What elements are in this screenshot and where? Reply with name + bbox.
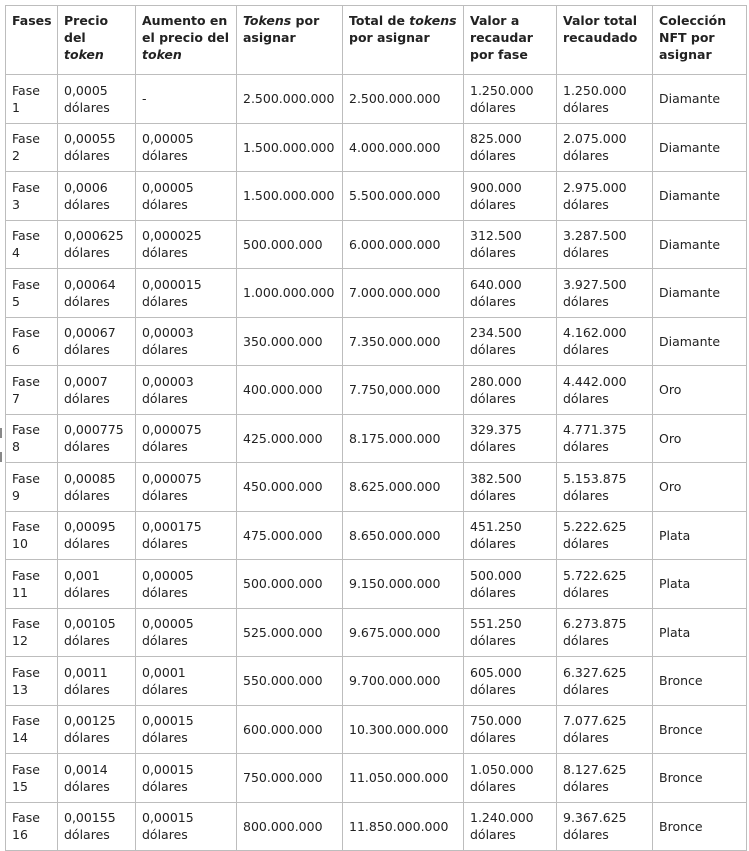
cell-nft-collection: Plata [653, 560, 747, 609]
cell-phase: Fase 5 [6, 269, 58, 318]
token-phases-table [5, 5, 747, 851]
cell-total-value: 4.442.000 dólares [557, 366, 653, 415]
cell-nft-collection: Diamante [653, 172, 747, 221]
cell-tokens: 1.500.000.000 [237, 123, 343, 172]
header-row [6, 6, 747, 75]
cell-nft-collection: Bronce [653, 705, 747, 754]
cell-total-tokens: 8.650.000.000 [343, 511, 464, 560]
cell-price: 0,00125 dólares [58, 705, 136, 754]
table-row [6, 172, 747, 221]
cell-phase-value: 500.000 dólares [464, 560, 557, 609]
cell-nft-collection: Bronce [653, 657, 747, 706]
cell-total-tokens: 9.700.000.000 [343, 657, 464, 706]
cell-nft-collection: Oro [653, 463, 747, 512]
cell-tokens: 525.000.000 [237, 608, 343, 657]
cell-phase: Fase 9 [6, 463, 58, 512]
cell-total-tokens: 11.050.000.000 [343, 754, 464, 803]
cell-total-value: 9.367.625 dólares [557, 802, 653, 851]
header-price-increase [136, 6, 237, 75]
header-text: por asignar [349, 13, 461, 45]
table-row [6, 560, 747, 609]
cell-price-increase: 0,0001 dólares [136, 657, 237, 706]
cell-nft-collection: Plata [653, 608, 747, 657]
cell-phase: Fase 13 [6, 657, 58, 706]
header-text: Fases [12, 13, 52, 28]
cell-total-value: 2.075.000 dólares [557, 123, 653, 172]
cell-price: 0,00064 dólares [58, 269, 136, 318]
cell-total-tokens: 7.750,000.000 [343, 366, 464, 415]
cell-total-value: 1.250.000 dólares [557, 75, 653, 124]
cell-total-value: 6.327.625 dólares [557, 657, 653, 706]
cell-phase: Fase 8 [6, 414, 58, 463]
cell-phase: Fase 14 [6, 705, 58, 754]
cell-tokens: 800.000.000 [237, 802, 343, 851]
cell-nft-collection: Bronce [653, 802, 747, 851]
cell-tokens: 400.000.000 [237, 366, 343, 415]
cell-total-tokens: 9.150.000.000 [343, 560, 464, 609]
cell-price-increase: 0,00005 dólares [136, 560, 237, 609]
cell-price-increase: 0,00005 dólares [136, 123, 237, 172]
cell-tokens: 425.000.000 [237, 414, 343, 463]
header-italic-text: Tokens [243, 13, 292, 28]
cell-price: 0,00085 dólares [58, 463, 136, 512]
cell-total-tokens: 5.500.000.000 [343, 172, 464, 221]
cell-phase: Fase 7 [6, 366, 58, 415]
cell-price-increase: 0,000075 dólares [136, 414, 237, 463]
cell-price: 0,0011 dólares [58, 657, 136, 706]
cell-price: 0,0005 dólares [58, 75, 136, 124]
table-row [6, 463, 747, 512]
cell-tokens: 750.000.000 [237, 754, 343, 803]
cell-price-increase: 0,000025 dólares [136, 220, 237, 269]
header-total-value [557, 6, 653, 75]
cell-phase: Fase 3 [6, 172, 58, 221]
cell-price-increase: 0,00015 dólares [136, 754, 237, 803]
cell-phase: Fase 12 [6, 608, 58, 657]
cell-nft-collection: Diamante [653, 269, 747, 318]
header-phase-value [464, 6, 557, 75]
cell-phase-value: 1.050.000 dólares [464, 754, 557, 803]
cell-total-tokens: 9.675.000.000 [343, 608, 464, 657]
cell-phase-value: 234.500 dólares [464, 317, 557, 366]
cell-price: 0,000775 dólares [58, 414, 136, 463]
cell-tokens: 550.000.000 [237, 657, 343, 706]
table-row [6, 657, 747, 706]
cell-phase-value: 605.000 dólares [464, 657, 557, 706]
header-text: Aumento en el precio del [142, 13, 230, 45]
header-italic-text: tokens [409, 13, 457, 28]
header-text: Valor a recaudar por fase [470, 13, 533, 62]
cell-price: 0,00055 dólares [58, 123, 136, 172]
cell-phase-value: 329.375 dólares [464, 414, 557, 463]
cell-tokens: 450.000.000 [237, 463, 343, 512]
cell-phase-value: 312.500 dólares [464, 220, 557, 269]
cell-tokens: 500.000.000 [237, 220, 343, 269]
cell-total-value: 5.222.625 dólares [557, 511, 653, 560]
cell-phase-value: 640.000 dólares [464, 269, 557, 318]
cell-total-tokens: 11.850.000.000 [343, 802, 464, 851]
cell-price: 0,000625 dólares [58, 220, 136, 269]
cell-phase-value: 900.000 dólares [464, 172, 557, 221]
cell-total-tokens: 10.300.000.000 [343, 705, 464, 754]
cell-phase-value: 1.250.000 dólares [464, 75, 557, 124]
table-row [6, 366, 747, 415]
cell-nft-collection: Diamante [653, 317, 747, 366]
table-row [6, 75, 747, 124]
cell-phase: Fase 10 [6, 511, 58, 560]
cell-total-value: 2.975.000 dólares [557, 172, 653, 221]
cell-total-tokens: 8.175.000.000 [343, 414, 464, 463]
cell-phase: Fase 6 [6, 317, 58, 366]
cell-price-increase: 0,00005 dólares [136, 608, 237, 657]
cell-price-increase: 0,00015 dólares [136, 705, 237, 754]
cell-price-increase: 0,000075 dólares [136, 463, 237, 512]
page-edge-mark [0, 452, 2, 462]
cell-tokens: 475.000.000 [237, 511, 343, 560]
cell-total-value: 8.127.625 dólares [557, 754, 653, 803]
cell-nft-collection: Diamante [653, 123, 747, 172]
cell-total-value: 6.273.875 dólares [557, 608, 653, 657]
cell-phase: Fase 2 [6, 123, 58, 172]
cell-phase-value: 825.000 dólares [464, 123, 557, 172]
cell-phase-value: 551.250 dólares [464, 608, 557, 657]
header-phase [6, 6, 58, 75]
cell-nft-collection: Diamante [653, 220, 747, 269]
cell-tokens: 350.000.000 [237, 317, 343, 366]
cell-price-increase: 0,00015 dólares [136, 802, 237, 851]
header-text: Precio del [64, 13, 109, 45]
cell-total-value: 4.771.375 dólares [557, 414, 653, 463]
header-total-tokens [343, 6, 464, 75]
cell-nft-collection: Diamante [653, 75, 747, 124]
table-row [6, 608, 747, 657]
cell-nft-collection: Bronce [653, 754, 747, 803]
table-row [6, 123, 747, 172]
header-price [58, 6, 136, 75]
cell-total-tokens: 7.000.000.000 [343, 269, 464, 318]
table-row [6, 220, 747, 269]
cell-nft-collection: Plata [653, 511, 747, 560]
header-text: Colección NFT por asignar [659, 13, 727, 62]
cell-price-increase: - [136, 75, 237, 124]
cell-total-value: 5.722.625 dólares [557, 560, 653, 609]
table-row [6, 269, 747, 318]
header-text: Total de [349, 13, 410, 28]
cell-phase-value: 280.000 dólares [464, 366, 557, 415]
cell-total-tokens: 6.000.000.000 [343, 220, 464, 269]
cell-price-increase: 0,00005 dólares [136, 172, 237, 221]
cell-tokens: 500.000.000 [237, 560, 343, 609]
cell-tokens: 1.000.000.000 [237, 269, 343, 318]
cell-tokens: 2.500.000.000 [237, 75, 343, 124]
cell-phase-value: 1.240.000 dólares [464, 802, 557, 851]
table-row [6, 414, 747, 463]
header-text: por asignar [243, 13, 324, 45]
cell-phase: Fase 16 [6, 802, 58, 851]
header-italic-text: token [142, 47, 182, 62]
cell-total-tokens: 4.000.000.000 [343, 123, 464, 172]
cell-phase: Fase 11 [6, 560, 58, 609]
cell-nft-collection: Oro [653, 366, 747, 415]
cell-total-value: 5.153.875 dólares [557, 463, 653, 512]
table-row [6, 511, 747, 560]
cell-price-increase: 0,00003 dólares [136, 317, 237, 366]
cell-price: 0,00155 dólares [58, 802, 136, 851]
cell-price: 0,0014 dólares [58, 754, 136, 803]
cell-total-tokens: 2.500.000.000 [343, 75, 464, 124]
header-italic-text: token [64, 47, 104, 62]
header-text: Valor total recaudado [563, 13, 638, 45]
cell-total-tokens: 8.625.000.000 [343, 463, 464, 512]
cell-phase: Fase 4 [6, 220, 58, 269]
cell-price: 0,001 dólares [58, 560, 136, 609]
cell-tokens: 1.500.000.000 [237, 172, 343, 221]
cell-price: 0,00067 dólares [58, 317, 136, 366]
page-edge-mark [0, 428, 2, 438]
cell-price: 0,0007 dólares [58, 366, 136, 415]
cell-phase-value: 451.250 dólares [464, 511, 557, 560]
cell-total-value: 3.287.500 dólares [557, 220, 653, 269]
header-nft-collection [653, 6, 747, 75]
table-row [6, 754, 747, 803]
header-tokens [237, 6, 343, 75]
cell-total-tokens: 7.350.000.000 [343, 317, 464, 366]
cell-price-increase: 0,00003 dólares [136, 366, 237, 415]
cell-total-value: 4.162.000 dólares [557, 317, 653, 366]
table-body [6, 75, 747, 851]
cell-price: 0,00105 dólares [58, 608, 136, 657]
cell-phase-value: 382.500 dólares [464, 463, 557, 512]
cell-total-value: 7.077.625 dólares [557, 705, 653, 754]
cell-nft-collection: Oro [653, 414, 747, 463]
table-row [6, 317, 747, 366]
table-row [6, 705, 747, 754]
cell-phase-value: 750.000 dólares [464, 705, 557, 754]
cell-phase: Fase 15 [6, 754, 58, 803]
table-row [6, 802, 747, 851]
cell-tokens: 600.000.000 [237, 705, 343, 754]
cell-total-value: 3.927.500 dólares [557, 269, 653, 318]
cell-phase: Fase 1 [6, 75, 58, 124]
cell-price: 0,00095 dólares [58, 511, 136, 560]
cell-price: 0,0006 dólares [58, 172, 136, 221]
cell-price-increase: 0,000175 dólares [136, 511, 237, 560]
cell-price-increase: 0,000015 dólares [136, 269, 237, 318]
